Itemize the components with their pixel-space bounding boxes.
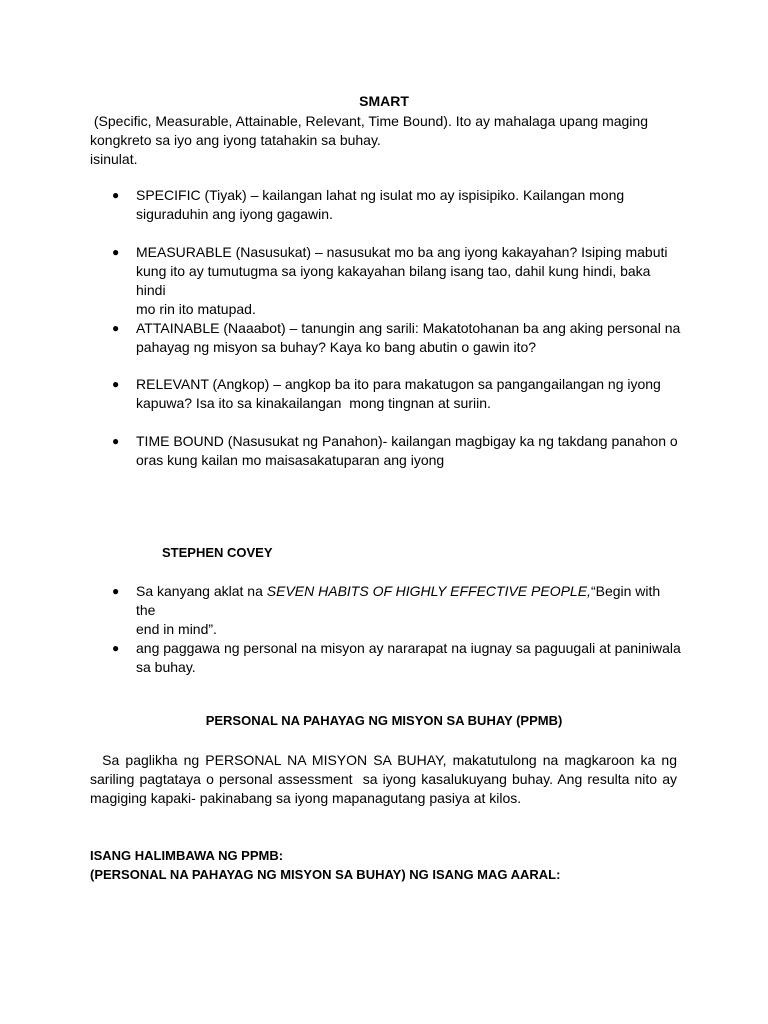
bullet-relevant bbox=[112, 375, 661, 413]
paragraph-line: sariling pagtataya o personal assessment sa iyong kasalukuyang buhay. Ang resulta nito ay bbox=[90, 771, 677, 787]
bullet-measurable bbox=[112, 243, 682, 319]
book-title-text: SEVEN HABITS OF HIGHLY EFFECTIVE PEOPLE, bbox=[266, 583, 591, 599]
smart-intro-line: (Specific, Measurable, Attainable, Relevant, Time Bound). Ito ay mahalaga upang maging bbox=[90, 113, 648, 129]
bullet-text-line: ang paggawa ng personal na misyon ay nararapat na iugnay sa paguugali at paniniwala bbox=[136, 640, 681, 656]
smart-intro bbox=[90, 112, 660, 169]
example-heading-line: (PERSONAL NA PAHAYAG NG MISYON SA BUHAY) NG ISANG MAG AARAL: bbox=[90, 867, 561, 882]
book-intro-text: Sa kanyang aklat na bbox=[136, 583, 267, 599]
bullet-text-line: siguraduhin ang iyong gagawin. bbox=[136, 206, 333, 222]
smart-heading: SMART bbox=[359, 93, 409, 109]
bullet-text-line: SPECIFIC (Tiyak) – kailangan lahat ng isulat mo ay ispisipiko. Kailangan mong bbox=[136, 187, 625, 203]
paragraph-line: magiging kapaki- pakinabang sa iyong mapanagutang pasiya at kilos. bbox=[90, 790, 522, 806]
bullet-dot-icon: ● bbox=[112, 245, 120, 259]
bullet-text-line: RELEVANT (Angkop) – angkop ba ito para makatugon sa pangangailangan ng iyong bbox=[136, 376, 661, 392]
bullet-text-line bbox=[136, 582, 682, 620]
bullet-dot-icon: ● bbox=[112, 641, 120, 655]
bullet-dot-icon: ● bbox=[112, 584, 120, 598]
smart-intro-line: isinulat. bbox=[90, 151, 138, 167]
bullet-text-line: ATTAINABLE (Naaabot) – tanungin ang sarili: Makatotohanan ba ang aking personal na bbox=[136, 320, 681, 336]
smart-intro-line: kongkreto sa iyo ang iyong tatahakin sa buhay. bbox=[90, 132, 381, 148]
bullet-text-line: pahayag ng misyon sa buhay? Kaya ko bang abutin o gawin ito? bbox=[136, 339, 537, 355]
bullet-dot-icon: ● bbox=[112, 188, 120, 202]
example-heading bbox=[90, 846, 710, 884]
bullet-text-line: sa buhay. bbox=[136, 659, 196, 675]
bullet-text-line: mo rin ito matupad. bbox=[136, 301, 256, 317]
bullet-text-line: TIME BOUND (Nasusukat ng Panahon)- kailangan magbigay ka ng takdang panahon o bbox=[136, 433, 678, 449]
example-heading-line: ISANG HALIMBAWA NG PPMB: bbox=[90, 848, 284, 863]
bullet-time-bound bbox=[112, 432, 678, 470]
bullet-dot-icon: ● bbox=[112, 434, 120, 448]
bullet-specific bbox=[112, 186, 624, 224]
bullet-text-line: oras kung kailan mo maisasakatuparan ang iyong bbox=[136, 452, 445, 468]
bullet-personal-mission bbox=[112, 639, 681, 677]
covey-heading: STEPHEN COVEY bbox=[162, 545, 273, 560]
bullet-text-line: kapuwa? Isa ito sa kinakailangan mong tingnan at suriin. bbox=[136, 395, 491, 411]
bullet-text-line: end in mind”. bbox=[136, 621, 217, 637]
ppmb-paragraph bbox=[90, 751, 677, 808]
ppmb-heading: PERSONAL NA PAHAYAG NG MISYON SA BUHAY (PPMB) bbox=[205, 713, 563, 728]
bullet-dot-icon: ● bbox=[112, 321, 120, 335]
bullet-seven-habits bbox=[112, 582, 682, 639]
bullet-dot-icon: ● bbox=[112, 377, 120, 391]
paragraph-line: Sa paglikha ng PERSONAL NA MISYON SA BUHAY, makatutulong na magkaroon ka ng bbox=[90, 752, 677, 768]
bullet-text-line: kung ito ay tumutugma sa iyong kakayahan bilang isang tao, dahil kung hindi, baka hindi bbox=[136, 263, 651, 298]
bullet-text-line: MEASURABLE (Nasusukat) – nasusukat mo ba ang iyong kakayahan? Isiping mabuti bbox=[136, 244, 668, 260]
quote-text: “Begin with the bbox=[136, 583, 661, 618]
bullet-attainable bbox=[112, 319, 680, 357]
